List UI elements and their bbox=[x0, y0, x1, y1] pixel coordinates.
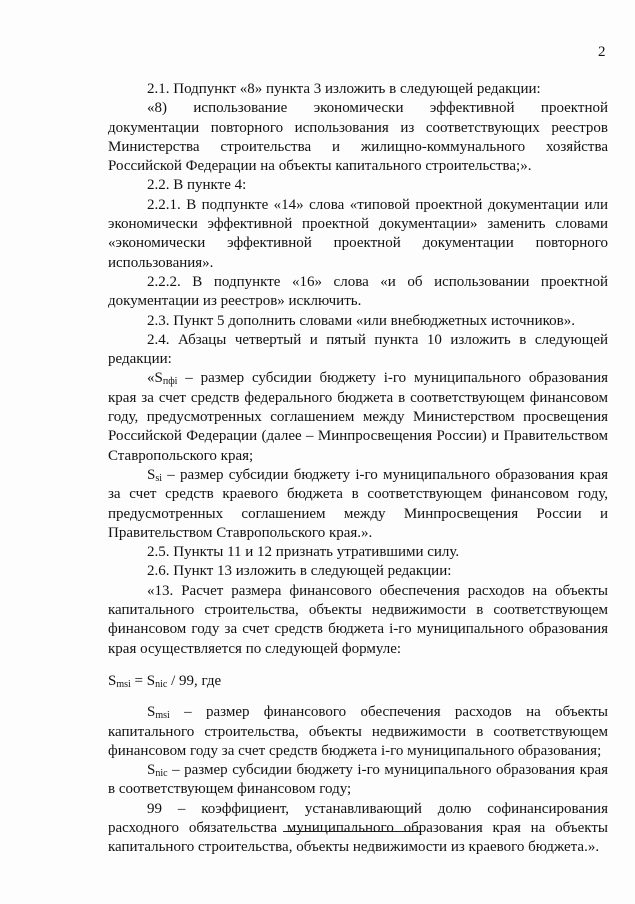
formula-subscript: nic bbox=[155, 678, 168, 690]
paragraph-2-2-1: 2.2.1. В подпункте «14» слова «типовой проектной документации или экономически эффективной проектной документации» заменить словами «экономически эффективной проектной документации повторного использования». bbox=[108, 196, 608, 271]
end-divider-line bbox=[283, 831, 420, 832]
paragraph-2-6: 2.6. Пункт 13 изложить в следующей редакции: bbox=[147, 563, 452, 580]
definition-text: – размер субсидии бюджету i-го муниципального образования края за счет средств краевого бюджета в соответствующем финансовом году, предусмотренных соглашением между Минпросвещения России и Правительством Ставропольского края.». bbox=[108, 466, 608, 541]
definition-text: – размер субсидии бюджету i-го муниципального образования края за счет средств федерального бюджета в соответствующем финансовом году, предусмотренных соглашением между Министерством просвещения Российской Федерации (далее – Минпросвещения России) и Правительством Ставропольского края; bbox=[108, 370, 608, 464]
symbol-s: S bbox=[147, 704, 156, 721]
paragraph-2-2: 2.2. В пункте 4: bbox=[147, 177, 247, 194]
paragraph-2-5: 2.5. Пункты 11 и 12 признать утратившими силу. bbox=[147, 544, 460, 561]
symbol-subscript: si bbox=[155, 472, 163, 484]
definition-text: – размер финансового обеспечения расходов на объекты капитального строительства, объекты недвижимости в соответствующем финансовом году за счет средств бюджета i-го муниципального образования; bbox=[108, 704, 608, 759]
symbol-subscript: msi bbox=[155, 710, 170, 722]
paragraph-2-3: 2.3. Пункт 5 дополнить словами «или внебюджетных источников». bbox=[147, 312, 575, 329]
symbol-subscript: nic bbox=[155, 768, 168, 780]
paragraph-subitem-8-text: «8) использование экономически эффективной проектной документации повторного использования из соответствующих реестров Министерства строительства и жилищно-коммунального хозяйства Российской Федерации на объекты капитального строительства;». bbox=[108, 100, 608, 175]
formula-rest: / 99, где bbox=[167, 672, 222, 689]
definition-text: – размер субсидии бюджету i-го муниципального образования края в соответствующем финансовом году; bbox=[108, 762, 608, 798]
formula-subscript: msi bbox=[116, 678, 131, 690]
symbol-s: S bbox=[147, 466, 156, 483]
formula-equals: = S bbox=[130, 672, 156, 689]
formula bbox=[108, 672, 608, 691]
symbol-subscript: пфi bbox=[162, 376, 178, 388]
paragraph-2-4: 2.4. Абзацы четвертый и пятый пункта 10 изложить в следующей редакции: bbox=[108, 331, 608, 368]
paragraph-definition-s-pfi bbox=[108, 369, 608, 465]
paragraph-2-2-2: 2.2.2. В подпункте «16» слова «и об использовании проектной документации из реестров» исключить. bbox=[108, 273, 608, 310]
paragraph-2-1: 2.1. Подпункт «8» пункта 3 изложить в следующей редакции: bbox=[147, 81, 541, 97]
document-body bbox=[108, 80, 608, 858]
paragraph-definition-s-msi bbox=[108, 703, 608, 761]
paragraph-item-13-text: «13. Расчет размера финансового обеспечения расходов на объекты капитального строительства, объекты недвижимости в соответствующем финансовом году за счет средств бюджета i-го муниципального образования края осуществляется по следующей формуле: bbox=[108, 582, 608, 657]
paragraph-definition-s-si bbox=[108, 466, 608, 543]
paragraph-coefficient-99: 99 – коэффициент, устанавливающий долю софинансирования расходного обязательства муниципального образования края на объекты капитального строительства, объекты недвижимости из краевого бюджета.». bbox=[108, 800, 608, 856]
symbol-s: S bbox=[147, 762, 156, 779]
formula-symbol: S bbox=[108, 672, 117, 689]
symbol-s: «S bbox=[147, 370, 163, 387]
paragraph-definition-s-nic bbox=[108, 761, 608, 800]
page-number: 2 bbox=[598, 44, 606, 60]
